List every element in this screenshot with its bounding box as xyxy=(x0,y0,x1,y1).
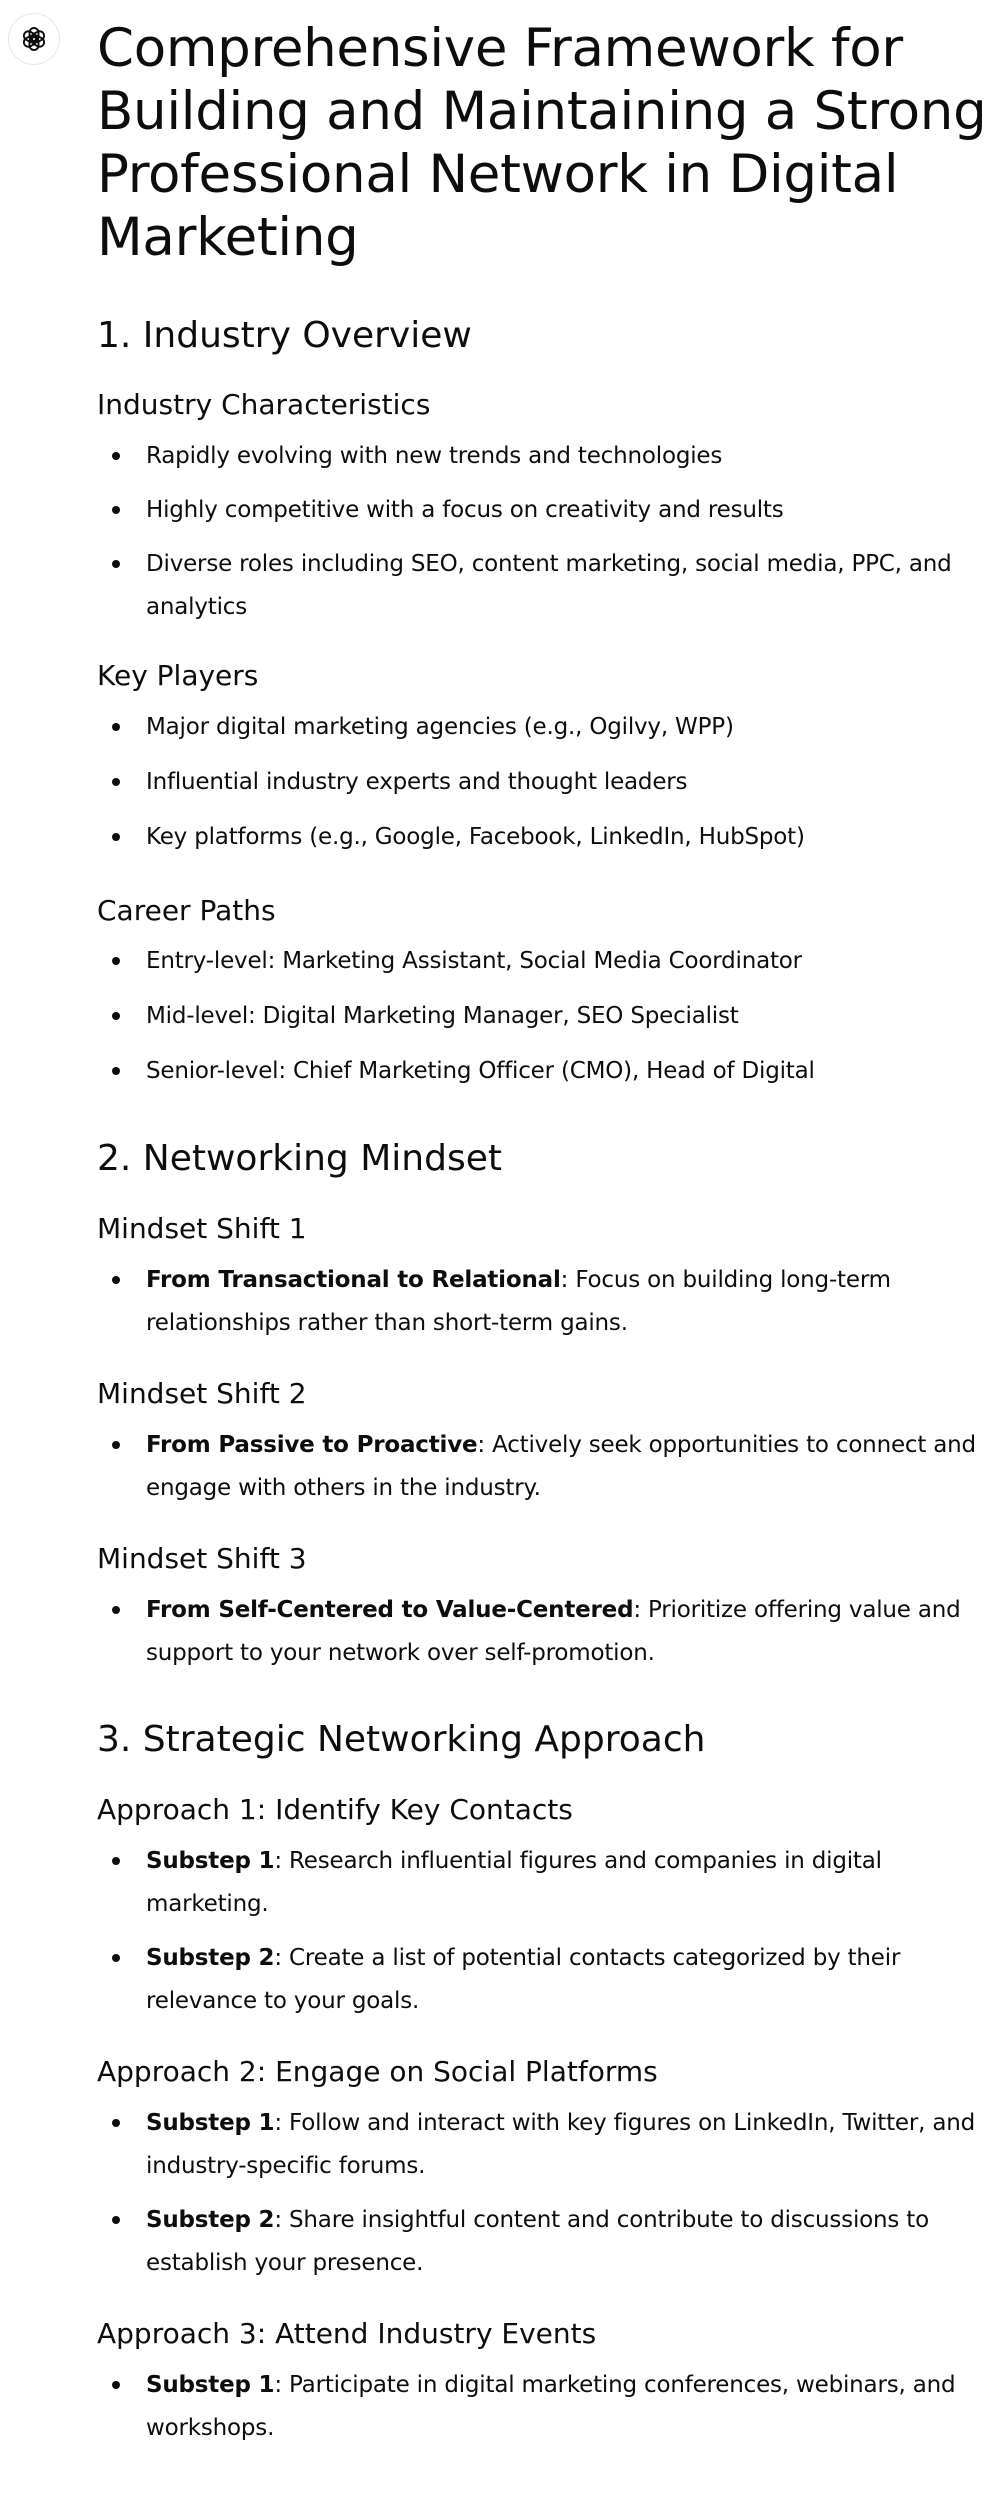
list-item: Mid-level: Digital Marketing Manager, SEO Specialist xyxy=(97,995,992,1038)
list-item: From Passive to Proactive: Actively seek opportunities to connect and engage with others in the industry. xyxy=(97,1424,992,1510)
list-item: From Self-Centered to Value-Centered: Prioritize offering value and support to your network over self-promotion. xyxy=(97,1589,992,1675)
bullet-list xyxy=(97,1840,992,2023)
bullet-list xyxy=(97,706,992,859)
subsection-heading: Mindset Shift 1 xyxy=(97,1212,307,1245)
bullet-list xyxy=(97,435,992,629)
list-item: Key platforms (e.g., Google, Facebook, LinkedIn, HubSpot) xyxy=(97,816,992,859)
subsection-heading: Industry Characteristics xyxy=(97,388,431,421)
assistant-avatar xyxy=(8,13,60,65)
list-item: Rapidly evolving with new trends and technologies xyxy=(97,435,992,478)
list-item: Substep 1: Follow and interact with key figures on LinkedIn, Twitter, and industry-specific forums. xyxy=(97,2102,992,2188)
list-item: Substep 1: Research influential figures and companies in digital marketing. xyxy=(97,1840,992,1926)
list-item: Influential industry experts and thought leaders xyxy=(97,761,992,804)
section-heading: 1. Industry Overview xyxy=(97,315,472,356)
subsection-heading: Key Players xyxy=(97,659,259,692)
subsection-heading: Approach 3: Attend Industry Events xyxy=(97,2317,597,2350)
subsection-heading: Approach 1: Identify Key Contacts xyxy=(97,1793,573,1826)
page-title: Comprehensive Framework for Building and Maintaining a Strong Professional Network in Digital Marketing xyxy=(97,18,987,268)
bullet-list xyxy=(97,2102,992,2285)
section-heading: 2. Networking Mindset xyxy=(97,1138,502,1179)
bullet-list xyxy=(97,2364,992,2450)
list-item: Entry-level: Marketing Assistant, Social Media Coordinator xyxy=(97,940,992,983)
openai-logo-icon xyxy=(19,24,49,54)
list-item: Highly competitive with a focus on creativity and results xyxy=(97,489,992,532)
section-heading: 3. Strategic Networking Approach xyxy=(97,1719,706,1760)
message-content xyxy=(97,0,992,2450)
list-item: Substep 1: Participate in digital marketing conferences, webinars, and workshops. xyxy=(97,2364,992,2450)
subsection-heading: Career Paths xyxy=(97,894,276,927)
bullet-list xyxy=(97,940,992,1093)
list-item: From Transactional to Relational: Focus on building long-term relationships rather than short-term gains. xyxy=(97,1259,992,1345)
list-item: Diverse roles including SEO, content marketing, social media, PPC, and analytics xyxy=(97,543,992,629)
list-item: Major digital marketing agencies (e.g., Ogilvy, WPP) xyxy=(97,706,992,749)
bullet-list xyxy=(97,1589,992,1675)
list-item: Substep 2: Share insightful content and contribute to discussions to establish your presence. xyxy=(97,2199,992,2285)
subsection-heading: Mindset Shift 3 xyxy=(97,1542,307,1575)
list-item: Substep 2: Create a list of potential contacts categorized by their relevance to your goals. xyxy=(97,1937,992,2023)
list-item: Senior-level: Chief Marketing Officer (CMO), Head of Digital xyxy=(97,1050,992,1093)
subsection-heading: Mindset Shift 2 xyxy=(97,1377,307,1410)
bullet-list xyxy=(97,1259,992,1345)
subsection-heading: Approach 2: Engage on Social Platforms xyxy=(97,2055,658,2088)
bullet-list xyxy=(97,1424,992,1510)
